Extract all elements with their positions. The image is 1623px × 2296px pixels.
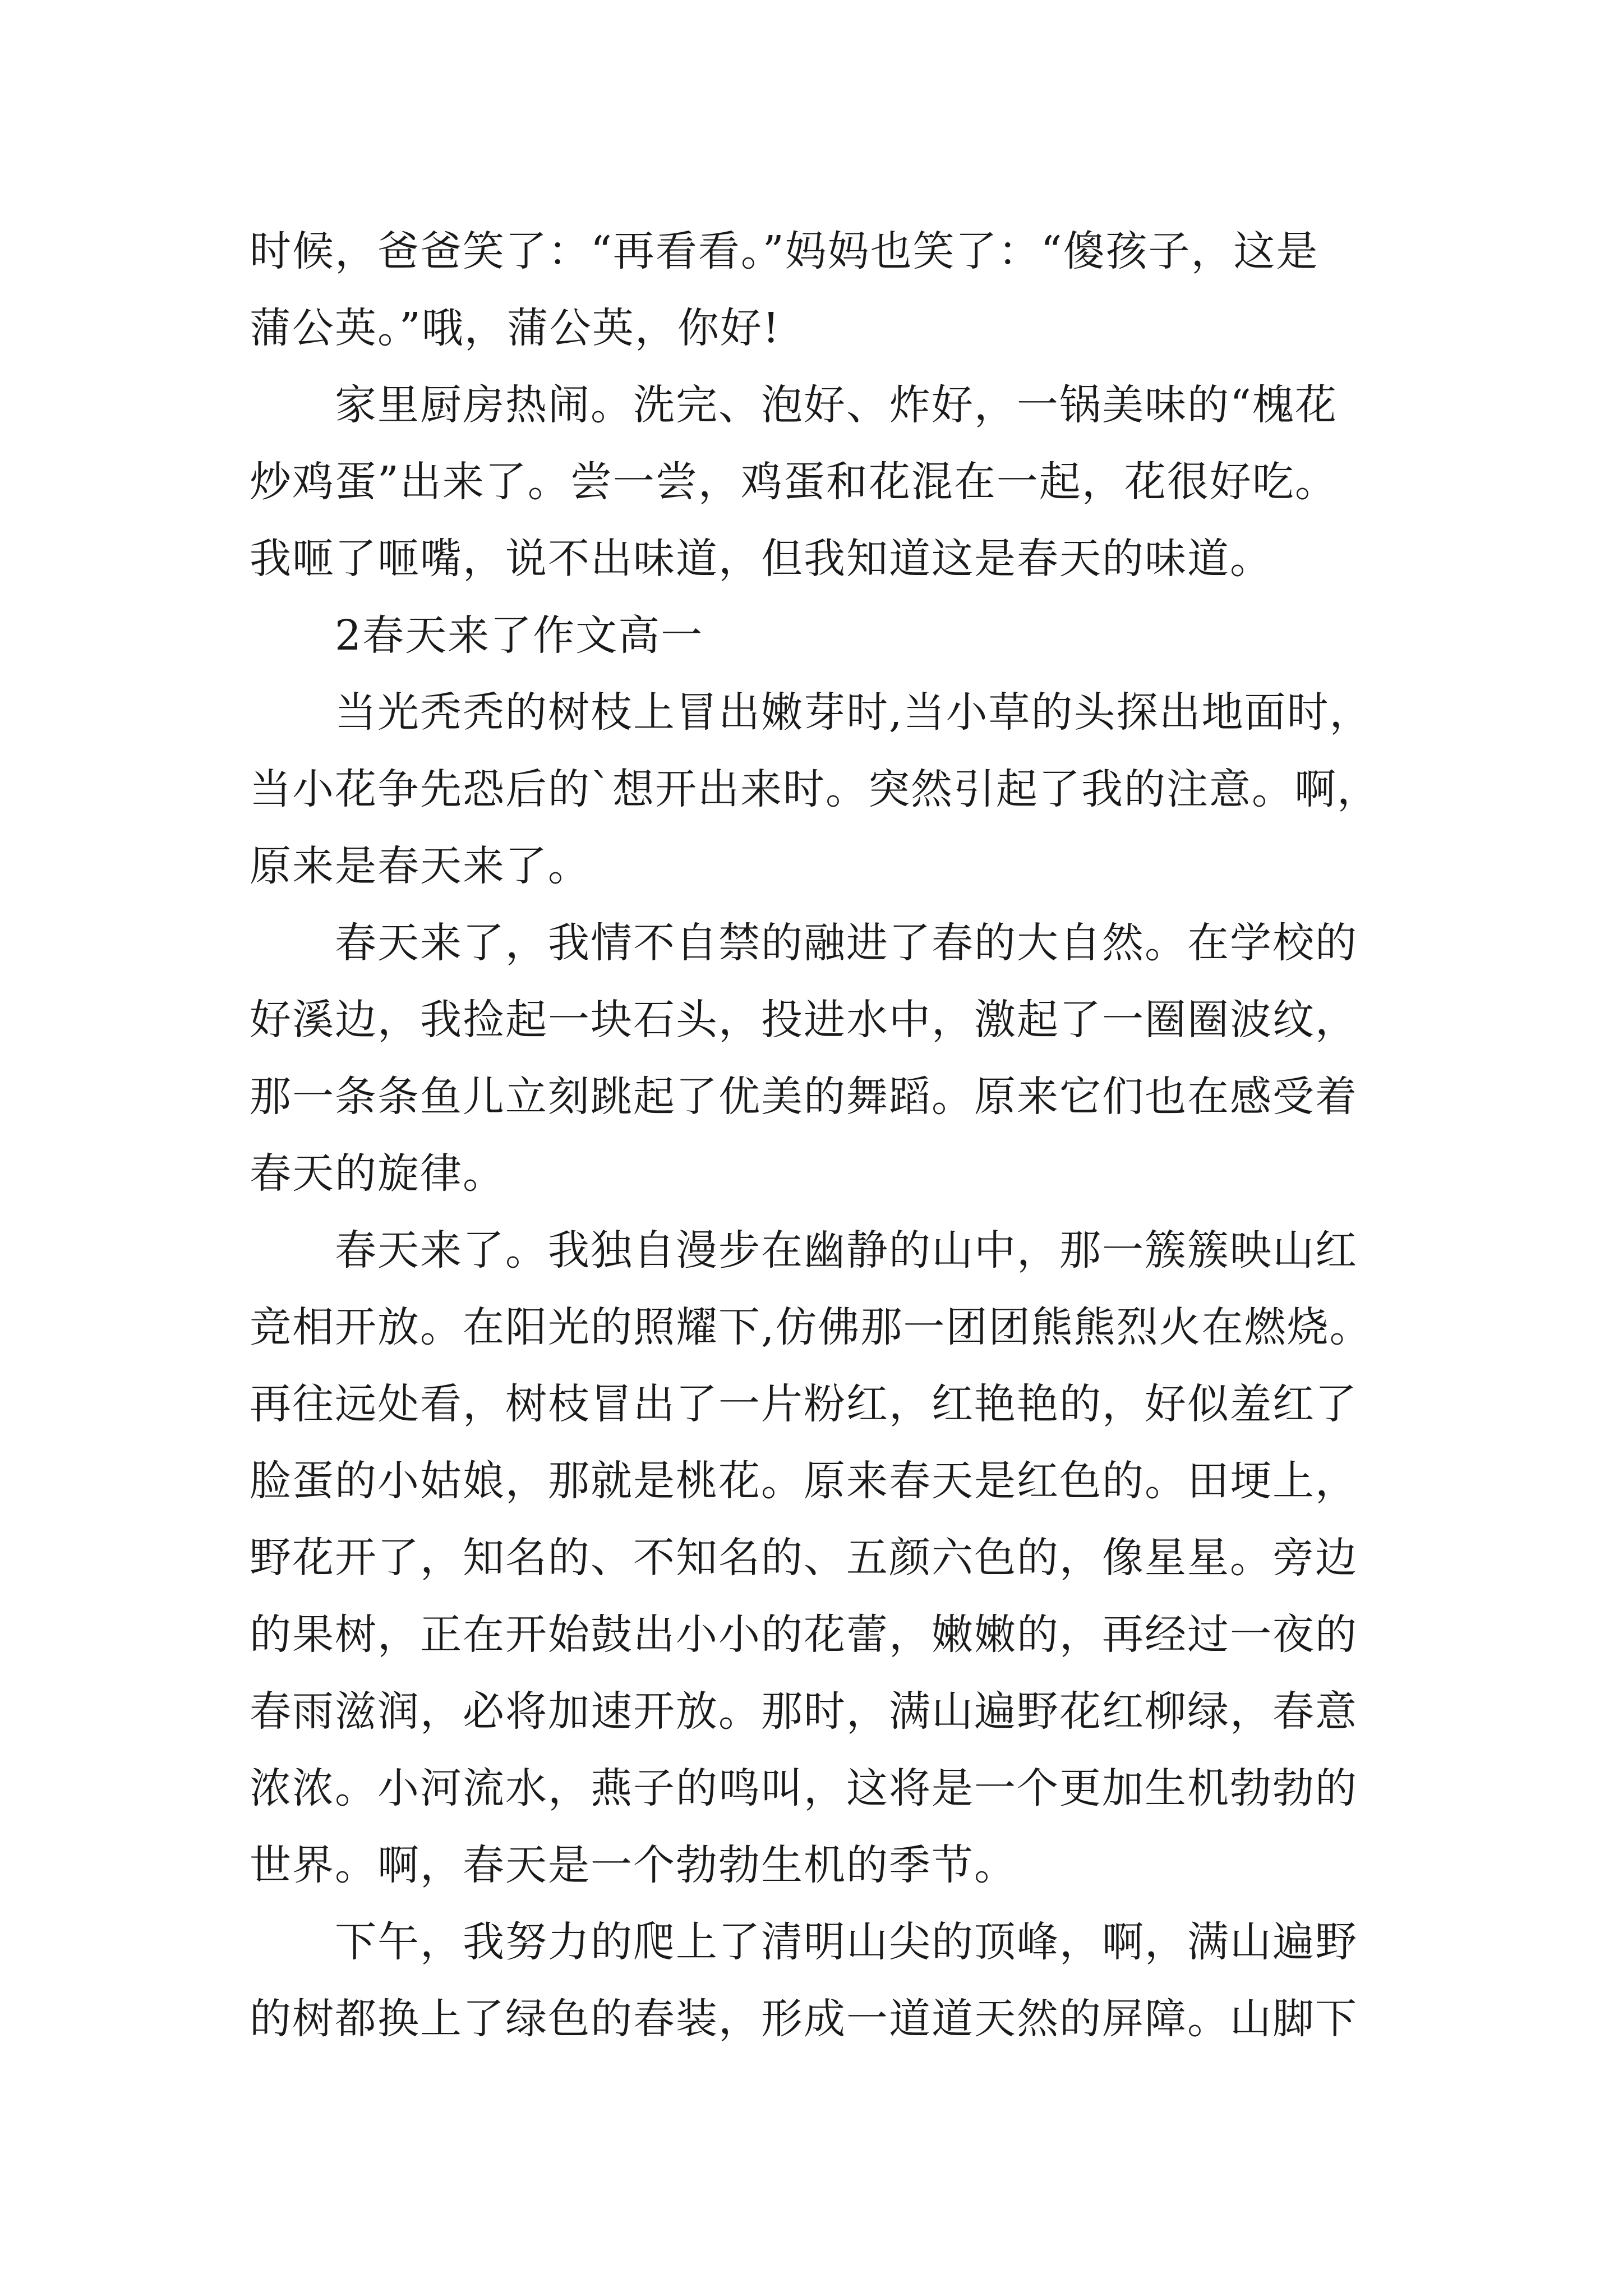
text-line: 当光秃秃的树枝上冒出嫩芽时,当小草的头探出地面时， [335,688,1372,737]
text-line: 春天的旋律。 [250,1149,505,1198]
text-line: 家里厨房热闹。洗完、泡好、炸好，一锅美味的“槐花 [335,381,1338,429]
text-line: 春天来了。我独自漫步在幽静的山中，那一簇簇映山红 [335,1226,1358,1274]
text-line: 再往远处看，树枝冒出了一片粉红，红艳艳的，好似羞红了 [250,1380,1358,1428]
text-line: 炒鸡蛋”出来了。尝一尝，鸡蛋和花混在一起，花很好吃。 [250,458,1338,506]
text-line: 世界。啊，春天是一个勃勃生机的季节。 [250,1841,1017,1889]
document-body [250,213,1380,2058]
text-line: 春雨滋润，必将加速开放。那时，满山遍野花红柳绿，春意 [250,1687,1358,1736]
text-line: 蒲公英。”哦，蒲公英，你好! [250,304,781,352]
text-line: 我咂了咂嘴，说不出味道，但我知道这是春天的味道。 [250,535,1272,583]
text-line: 野花开了，知名的、不知名的、五颜六色的，像星星。旁边 [250,1534,1358,1582]
text-line: 脸蛋的小姑娘，那就是桃花。原来春天是红色的。田埂上， [250,1457,1358,1505]
text-line: 下午，我努力的爬上了清明山尖的顶峰，啊，满山遍野 [335,1918,1358,1966]
text-line: 原来是春天来了。 [250,842,591,890]
text-line: 那一条条鱼儿立刻跳起了优美的舞蹈。原来它们也在感受着 [250,1073,1358,1121]
text-line: 时候，爸爸笑了：“再看看。”妈妈也笑了：“傻孩子，这是 [250,227,1319,275]
text-line: 竞相开放。在阳光的照耀下,仿佛那一团团熊熊烈火在燃烧。 [250,1303,1372,1351]
text-line: 浓浓。小河流水，燕子的鸣叫，这将是一个更加生机勃勃的 [250,1764,1358,1812]
text-line: 春天来了，我情不自禁的融进了春的大自然。在学校的 [335,919,1358,967]
text-line: 当小花争先恐后的`想开出来时。突然引起了我的注意。啊， [250,765,1380,813]
text-line: 好溪边，我捡起一块石头，投进水中，激起了一圈圈波纹， [250,996,1358,1044]
section-heading: 2春天来了作文高一 [335,611,704,660]
text-line: 的果树，正在开始鼓出小小的花蕾，嫩嫩的，再经过一夜的 [250,1611,1358,1659]
text-line: 的树都换上了绿色的春装，形成一道道天然的屏障。山脚下 [250,1995,1358,2043]
